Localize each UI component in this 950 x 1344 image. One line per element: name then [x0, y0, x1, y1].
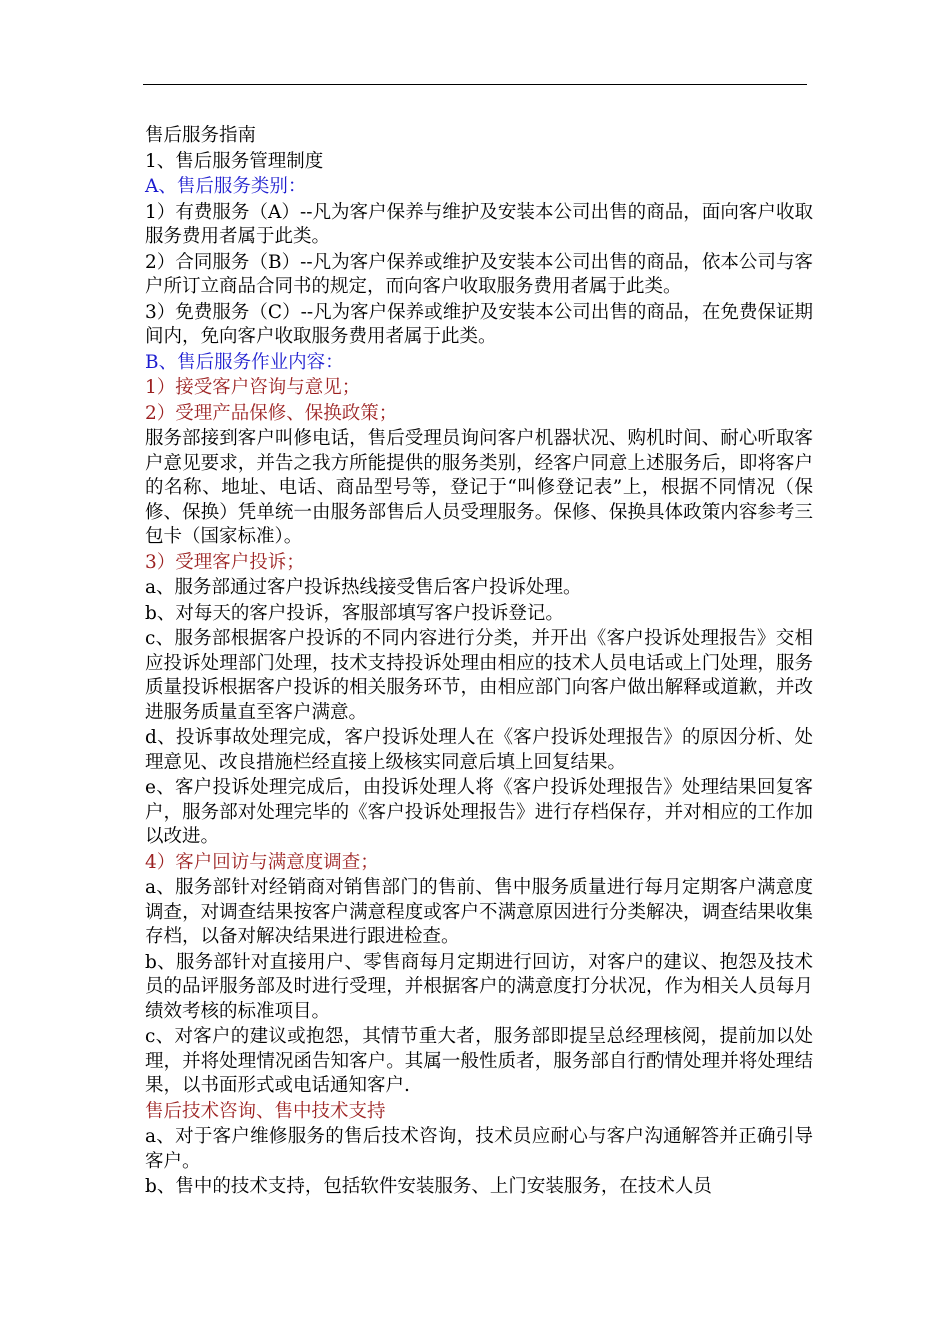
body-paragraph: a、服务部针对经销商对销售部门的售前、售中服务质量进行每月定期客户满意度调查，对调查结果按客户满意程度或客户不满意原因进行分类解决，调查结果收集存档，以备对解决结果进行跟进检查。 — [145, 877, 813, 947]
section-heading: 售后技术咨询、售中技术支持 — [145, 1100, 386, 1122]
header-rule — [143, 84, 807, 85]
body-paragraph: b、服务部针对直接用户、零售商每月定期进行回访，对客户的建议、抱怨及技术员的品评服务部及时进行受理，并根据客户的满意度打分状况，作为相关人员每月绩效考核的标准项目。 — [145, 951, 813, 1022]
body-paragraph: 1、售后服务管理制度 — [145, 150, 324, 172]
section-heading: 2）受理产品保修、保换政策； — [145, 402, 398, 424]
body-paragraph: 1）有费服务（A）--凡为客户保养与维护及安装本公司出售的商品，面向客户收取服务费用者属于此类。 — [145, 201, 813, 247]
body-paragraph: a、对于客户维修服务的售后技术咨询，技术员应耐心与客户沟通解答并正确引导客户。 — [145, 1126, 813, 1172]
body-paragraph: e、客户投诉处理完成后，由投诉处理人将《客户投诉处理报告》处理结果回复客户，服务部对处理完毕的《客户投诉处理报告》进行存档保存，并对相应的工作加以改进。 — [145, 777, 813, 847]
section-heading: 3）受理客户投诉； — [145, 551, 305, 573]
section-heading: 1）接受客户咨询与意见； — [145, 377, 361, 398]
section-heading: A、售后服务类别： — [145, 176, 307, 197]
body-paragraph: c、对客户的建议或抱怨，其情节重大者，服务部即提呈总经理核阅，提前加以处理，并将处理情况函告知客户。其属一般性质者，服务部自行酌情处理并将处理结果，以书面形式或电话通知客户. — [145, 1026, 813, 1096]
section-heading: 4）客户回访与满意度调查； — [145, 851, 379, 873]
body-paragraph: 服务部接到客户叫修电话，售后受理员询问客户机器状况、购机时间、耐心听取客户意见要求，并告之我方所能提供的服务类别，经客户同意上述服务后，即将客户的名称、地址、电话、商品型号等，登记于“叫修登记表”上，根据不同情况（保修、保换）凭单统一由服务部售后人员受理服务。保修、保换具体政策内容参考三包卡（国家标准）。 — [145, 428, 813, 547]
body-paragraph: 2）合同服务（B）--凡为客户保养或维护及安装本公司出售的商品，依本公司与客户所订立商品合同书的规定，而向客户收取服务费用者属于此类。 — [145, 251, 813, 297]
body-paragraph: c、服务部根据客户投诉的不同内容进行分类，并开出《客户投诉处理报告》交相应投诉处理部门处理，技术支持投诉处理由相应的技术人员电话或上门处理，服务质量投诉根据客户投诉的相关服务环节，由相应部门向客户做出解释或道歉，并改进服务质量直至客户满意。 — [145, 628, 813, 723]
body-paragraph: 售后服务指南 — [145, 125, 257, 146]
section-heading: B、售后服务作业内容： — [145, 351, 344, 373]
document-body — [145, 124, 813, 1201]
body-paragraph: a、服务部通过客户投诉热线接受售后客户投诉处理。 — [145, 577, 582, 598]
body-paragraph: d、投诉事故处理完成，客户投诉处理人在《客户投诉处理报告》的原因分析、处理意见、改良措施栏经直接上级核实同意后填上回复结果。 — [145, 727, 813, 773]
body-paragraph: b、对每天的客户投诉，客服部填写客户投诉登记。 — [145, 602, 564, 624]
body-paragraph: b、售中的技术支持，包括软件安装服务、上门安装服务，在技术人员 — [145, 1176, 712, 1197]
body-paragraph: 3）免费服务（C）--凡为客户保养或维护及安装本公司出售的商品，在免费保证期间内，免向客户收取服务费用者属于此类。 — [145, 301, 813, 347]
